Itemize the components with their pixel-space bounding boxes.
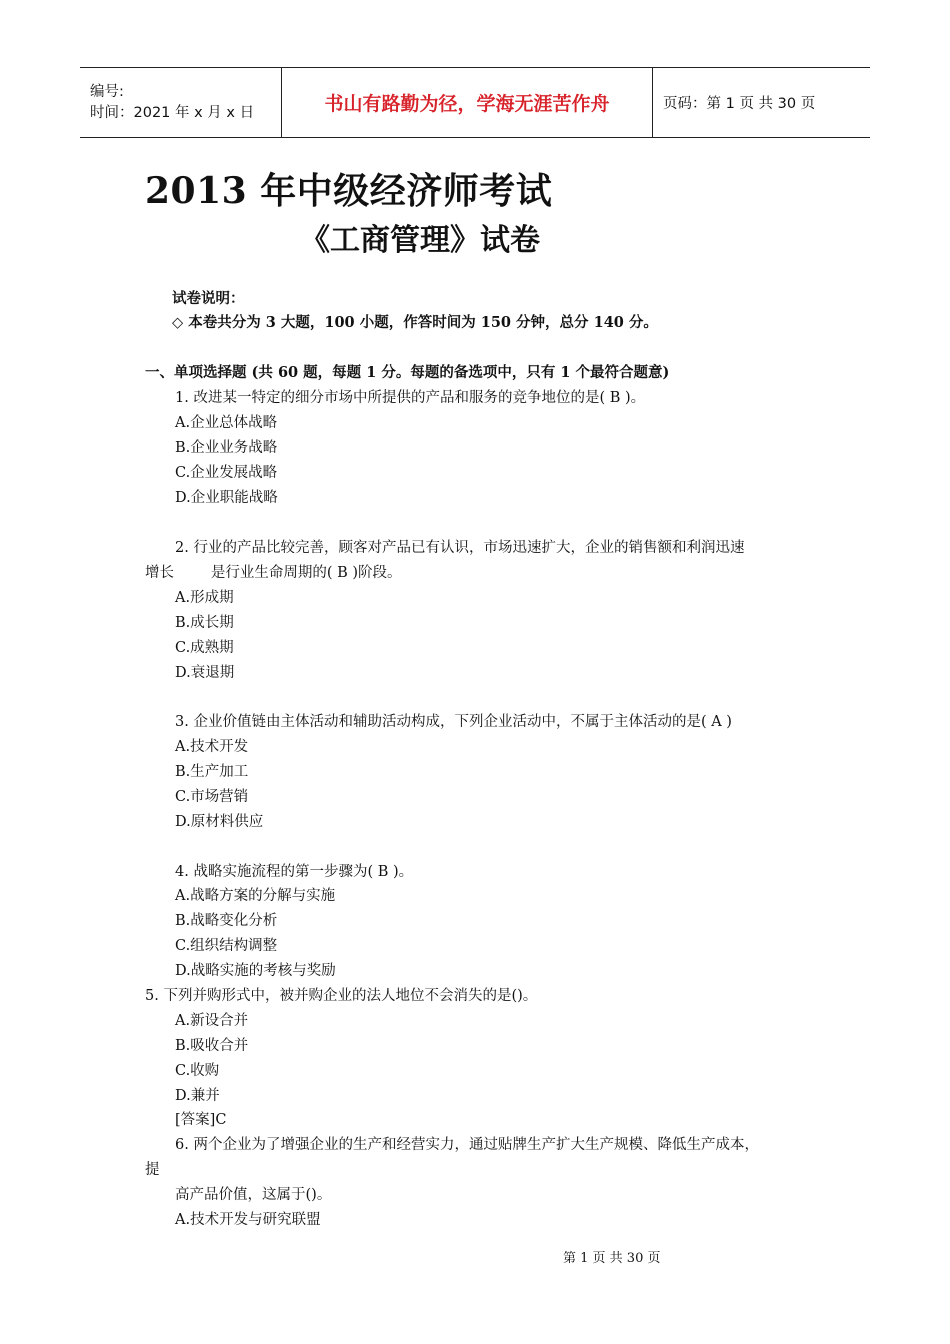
question-stem: 5. 下列并购形式中，被并购企业的法人地位不会消失的是()。	[145, 988, 538, 1004]
question-option: A.形成期	[175, 590, 234, 606]
motto: 书山有路勤为径，学海无涯苦作舟	[324, 93, 610, 115]
question-stem: 1. 改进某一特定的细分市场中所提供的产品和服务的竞争地位的是( B )。	[175, 390, 646, 406]
notes-heading: 试卷说明：	[172, 290, 245, 307]
question-option: D.兼并	[175, 1088, 220, 1104]
question-option: B.企业业务战略	[175, 440, 278, 456]
question-option: A.企业总体战略	[175, 415, 278, 431]
question-option: A.技术开发	[175, 739, 249, 755]
question-option: D.战略实施的考核与奖励	[175, 963, 336, 979]
section-heading: 一、单项选择题 (共 60 题，每题 1 分。每题的备选项中，只有 1 个最符合题意)	[145, 364, 670, 381]
page-title: 2013 年中级经济师考试	[145, 170, 553, 212]
question-option: C.组织结构调整	[175, 938, 278, 954]
time-label: 时间：2021 年 x 月 x 日	[90, 104, 255, 121]
question-option: C.收购	[175, 1063, 220, 1079]
header-table	[80, 67, 870, 138]
question-option: B.战略变化分析	[175, 913, 278, 929]
question-option: C.企业发展战略	[175, 465, 278, 481]
question-option: D.原材料供应	[175, 814, 264, 830]
question-option: B.成长期	[175, 615, 234, 631]
question-answer: [答案]C	[175, 1112, 227, 1128]
question-stem-continued: 增长 是行业生命周期的( B )阶段。	[145, 565, 402, 581]
notes-item: ◇ 本卷共分为 3 大题，100 小题，作答时间为 150 分钟，总分 140 分。	[172, 314, 658, 331]
page-footer: 第 1 页 共 30 页	[563, 1251, 661, 1266]
question-option: A.战略方案的分解与实施	[175, 888, 336, 904]
header-left-cell	[80, 68, 281, 137]
question-option: D.衰退期	[175, 665, 235, 681]
question-stem: 2. 行业的产品比较完善，顾客对产品已有认识，市场迅速扩大，企业的销售额和利润迅速	[175, 540, 745, 556]
question-stem-continued: 高产品价值，这属于()。	[175, 1187, 332, 1203]
question-stem: 4. 战略实施流程的第一步骤为( B )。	[175, 864, 414, 880]
header-page-cell	[653, 68, 870, 137]
question-option: C.市场营销	[175, 789, 249, 805]
question-option: D.企业职能战略	[175, 490, 278, 506]
question-stem: 6. 两个企业为了增强企业的生产和经营实力，通过贴牌生产扩大生产规模、降低生产成本，	[175, 1137, 759, 1153]
question-stem: 3. 企业价值链由主体活动和辅助活动构成，下列企业活动中，不属于主体活动的是( A )	[175, 714, 732, 730]
number-label: 编号:	[90, 83, 124, 100]
question-option: B.吸收合并	[175, 1038, 249, 1054]
page-info: 页码：第 1 页 共 30 页	[663, 96, 816, 112]
question-option: A.新设合并	[175, 1013, 249, 1029]
question-option: B.生产加工	[175, 764, 249, 780]
page-subtitle: 《工商管理》试卷	[300, 223, 540, 258]
question-option: C.成熟期	[175, 640, 234, 656]
question-option: A.技术开发与研究联盟	[175, 1212, 321, 1228]
header-motto-cell	[281, 68, 653, 137]
question-stem-continued: 提	[145, 1162, 160, 1178]
